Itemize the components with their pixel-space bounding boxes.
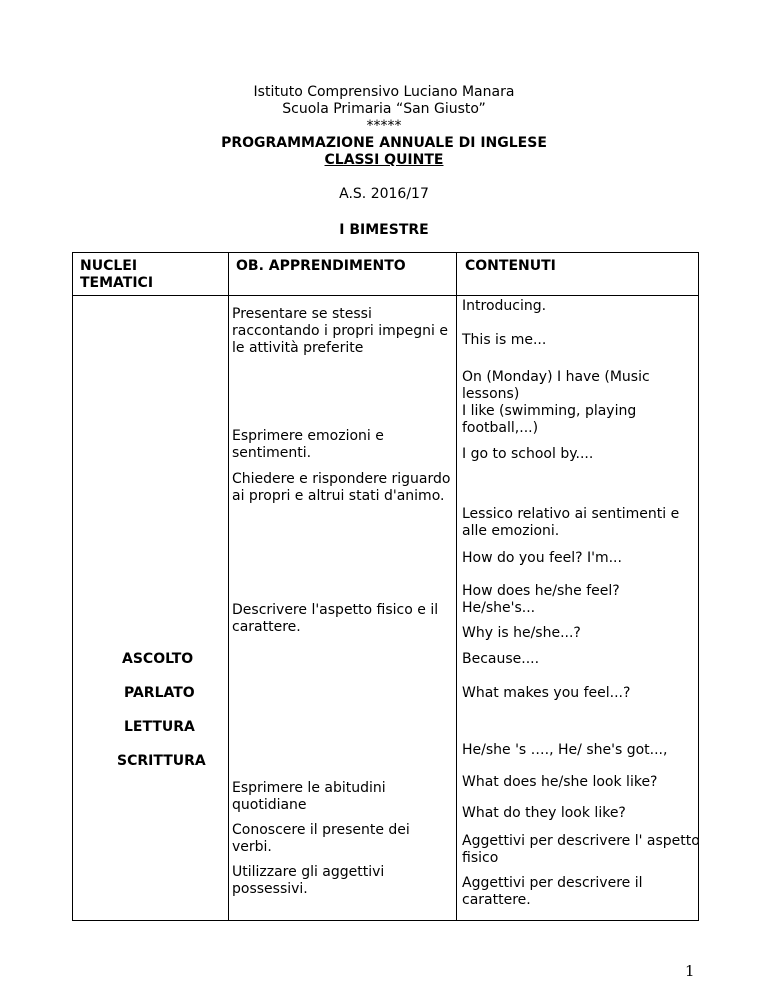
obiettivo-item: Conoscere il presente dei verbi. (232, 822, 410, 855)
contenuto-item: I go to school by.... (462, 446, 594, 462)
contenuto-item: Introducing. (462, 298, 547, 314)
table-border-left (72, 252, 73, 921)
contenuto-item: On (Monday) I have (Music lessons) (462, 369, 650, 402)
school-year: A.S. 2016/17 (339, 186, 429, 202)
nucleo-lettura: LETTURA (124, 719, 195, 735)
period-title: I BIMESTRE (339, 222, 429, 238)
contenuto-item: Why is he/she...? (462, 625, 581, 641)
contenuto-item: What does he/she look like? (462, 774, 658, 790)
table-col-divider-2 (456, 252, 457, 921)
contenuto-item: How do you feel? I'm... (462, 550, 622, 566)
contenuto-item: He/she 's …., He/ she's got..., (462, 742, 668, 758)
contenuto-item: Aggettivi per descrivere il carattere. (462, 875, 643, 908)
header-contenuti: CONTENUTI (465, 258, 556, 274)
obiettivo-item: Chiedere e rispondere riguardo ai propri e altrui stati d'animo. (232, 471, 451, 504)
contenuto-item: What do they look like? (462, 805, 626, 821)
table-border-right (698, 252, 699, 921)
obiettivo-item: Esprimere emozioni e sentimenti. (232, 428, 384, 461)
obiettivo-item: Descrivere l'aspetto fisico e il carattere. (232, 602, 439, 635)
separator-stars: ***** (366, 118, 402, 134)
document-subtitle: CLASSI QUINTE (324, 152, 444, 168)
table-border-top (72, 252, 699, 253)
document-title: PROGRAMMAZIONE ANNUALE DI INGLESE (221, 135, 547, 151)
page-number: 1 (685, 962, 695, 980)
header-nuclei-tematici: NUCLEI TEMATICI (80, 258, 154, 291)
contenuto-item: What makes you feel...? (462, 685, 631, 701)
contenuto-item: I like (swimming, playing football,...) (462, 403, 637, 436)
contenuto-item: Aggettivi per descrivere l' aspetto fisico (462, 833, 700, 866)
contenuto-item: This is me... (462, 332, 547, 348)
obiettivo-item: Esprimere le abitudini quotidiane (232, 780, 386, 813)
header-ob-apprendimento: OB. APPRENDIMENTO (236, 258, 406, 274)
table-header-divider (72, 295, 699, 296)
table-border-bottom (72, 920, 699, 921)
contenuto-item: Lessico relativo ai sentimenti e alle emozioni. (462, 506, 680, 539)
nucleo-parlato: PARLATO (124, 685, 195, 701)
contenuto-item: How does he/she feel? He/she's... (462, 583, 620, 616)
obiettivo-item: Utilizzare gli aggettivi possessivi. (232, 864, 385, 897)
nucleo-ascolto: ASCOLTO (122, 651, 194, 667)
contenuto-item: Because.... (462, 651, 540, 667)
school-subname: Scuola Primaria “San Giusto” (282, 101, 486, 117)
school-name: Istituto Comprensivo Luciano Manara (253, 84, 515, 100)
nucleo-scrittura: SCRITTURA (117, 753, 206, 769)
obiettivo-item: Presentare se stessi raccontando i propri impegni e le attività preferite (232, 306, 448, 356)
table-col-divider-1 (228, 252, 229, 921)
